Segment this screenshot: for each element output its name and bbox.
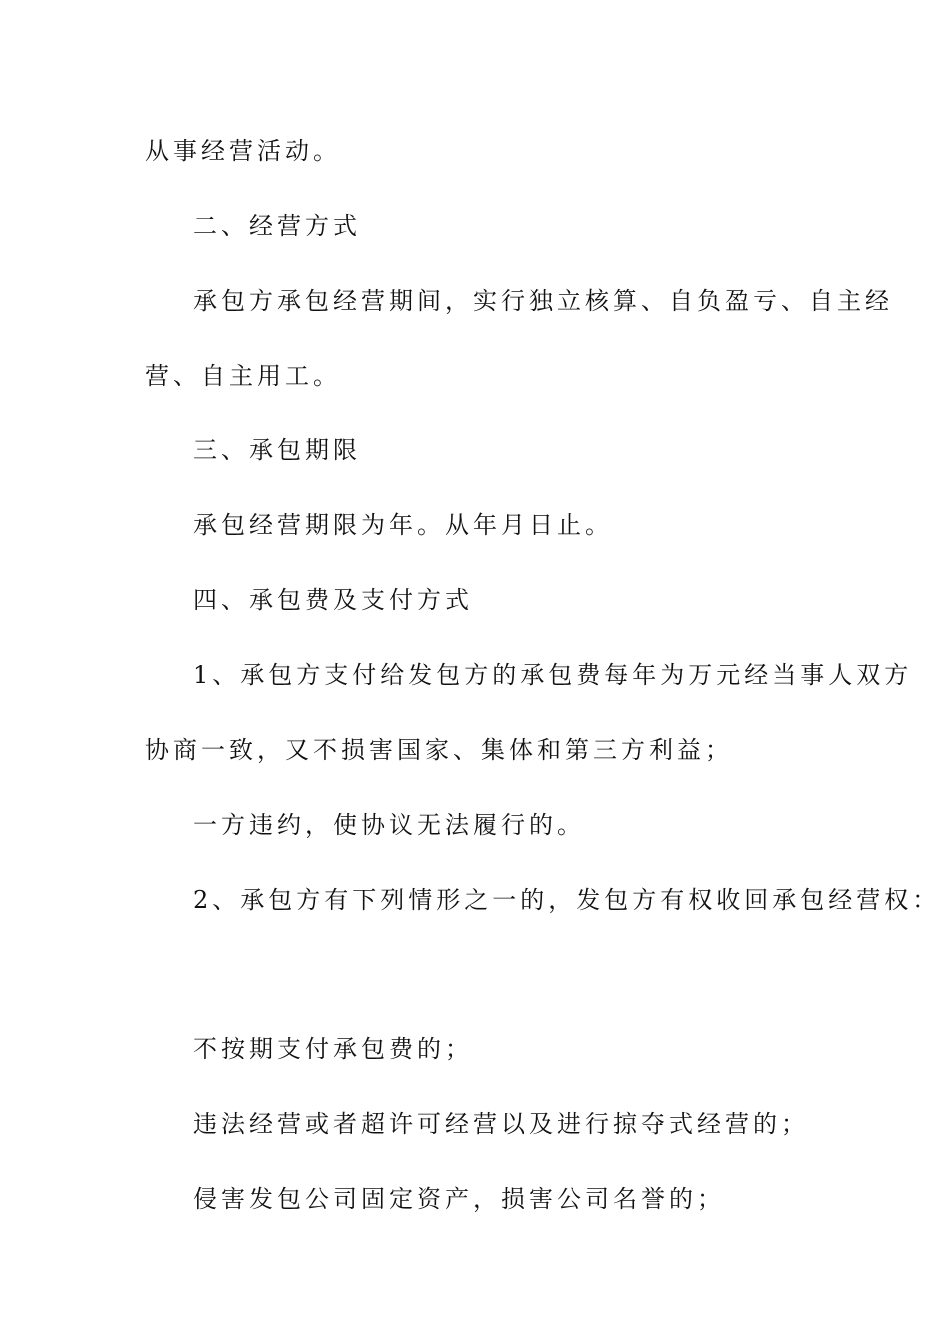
text-line: 1、承包方支付给发包方的承包费每年为万元经当事人双方 <box>193 661 913 689</box>
section-heading: 二、经营方式 <box>193 212 361 240</box>
text-line: 承包方承包经营期间，实行独立核算、自负盈亏、自主经 <box>193 287 893 315</box>
text-line: 营、自主用工。 <box>145 362 341 390</box>
text-line: 协商一致，又不损害国家、集体和第三方利益； <box>145 736 733 764</box>
text-line: 一方违约，使协议无法履行的。 <box>193 811 585 839</box>
section-heading: 四、承包费及支付方式 <box>193 586 473 614</box>
text-line: 承包经营期限为年。从年月日止。 <box>193 511 613 539</box>
text-line: 2、承包方有下列情形之一的，发包方有权收回承包经营权： <box>193 886 941 914</box>
text-line: 从事经营活动。 <box>145 137 341 165</box>
section-heading: 三、承包期限 <box>193 436 361 464</box>
text-line: 违法经营或者超许可经营以及进行掠夺式经营的； <box>193 1110 809 1138</box>
text-line: 不按期支付承包费的； <box>193 1035 473 1063</box>
text-line: 侵害发包公司固定资产，损害公司名誉的； <box>193 1185 725 1213</box>
